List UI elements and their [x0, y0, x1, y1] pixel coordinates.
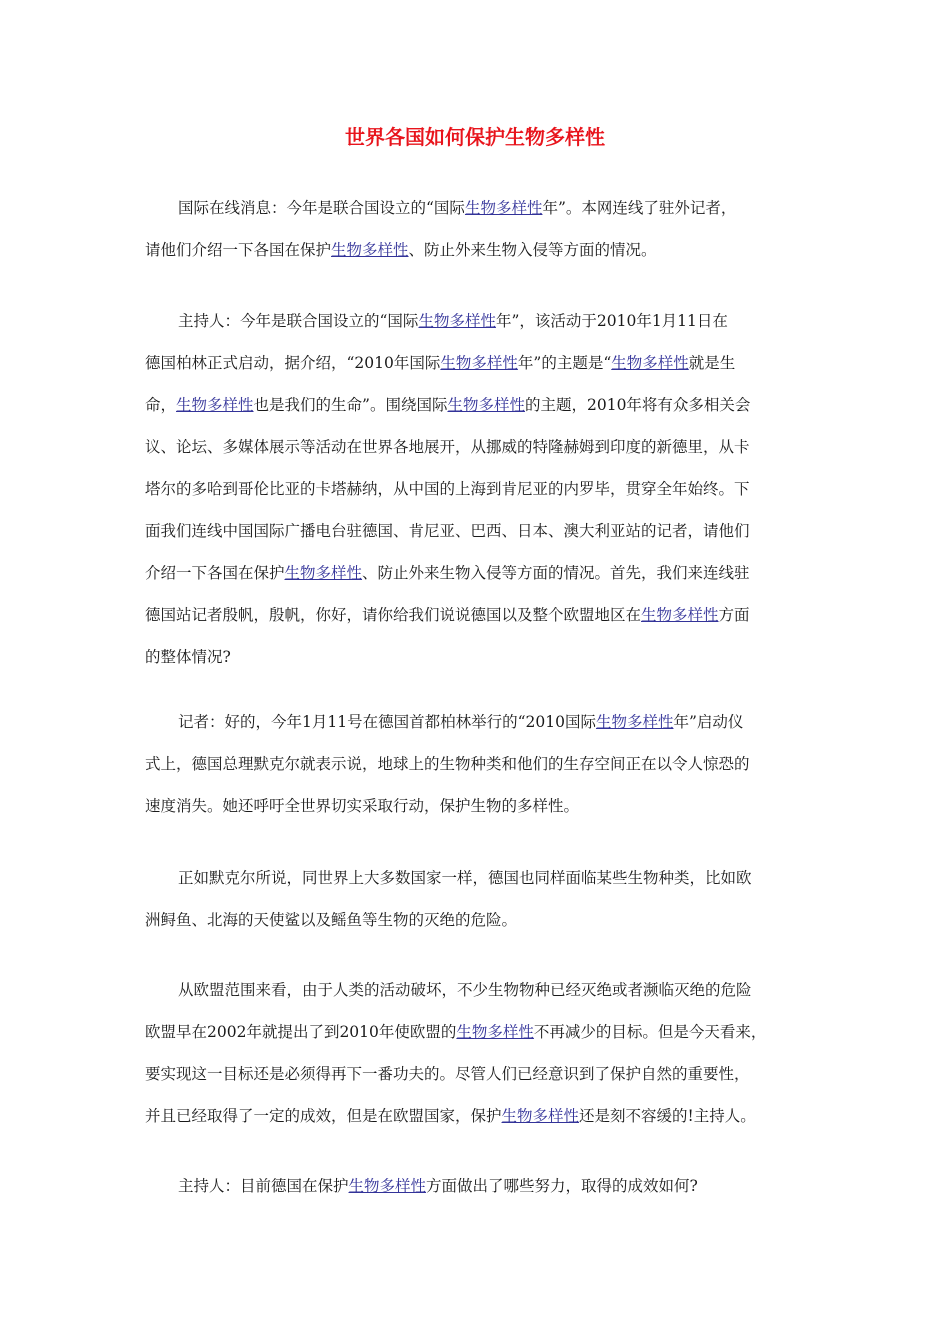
text-segment: 德国站记者殷帆，殷帆，你好，请你给我们说说德国以及整个欧盟地区在 [145, 606, 642, 624]
text-line [145, 1165, 810, 1207]
text-segment: 欧盟早在2002年就提出了到2010年使欧盟的 [145, 1023, 457, 1041]
text-segment: 就是生 [688, 354, 736, 372]
text-segment: 年”，该活动于2010年1月11日在 [495, 312, 728, 330]
text-line [145, 899, 810, 941]
keyword-link[interactable]: 生物多样性 [447, 396, 525, 414]
text-segment: 议、论坛、多媒体展示等活动在世界各地展开，从挪威的特隆赫姆到印度的新德里，从卡 [145, 438, 750, 456]
paragraph-host-1 [145, 300, 810, 678]
text-segment: 洲鲟鱼、北海的天使鲨以及鳐鱼等生物的灭绝的危险。 [145, 911, 518, 929]
text-segment: 方面做出了哪些努力，取得的成效如何? [426, 1177, 698, 1195]
text-segment: 的主题，2010年将有众多相关会 [524, 396, 751, 414]
text-segment: 、防止外来生物入侵等方面的情况。 [408, 241, 657, 259]
text-line [145, 1011, 810, 1053]
text-segment: 正如默克尔所说，同世界上大多数国家一样，德国也同样面临某些生物种类，比如欧 [178, 869, 752, 887]
text-segment: 方面 [718, 606, 750, 624]
text-line [145, 743, 810, 785]
text-segment: 不再减少的目标。但是今天看来， [533, 1023, 767, 1041]
keyword-link[interactable]: 生物多样性 [176, 396, 254, 414]
paragraph-merkel [145, 857, 810, 941]
text-line [145, 468, 810, 510]
text-segment: 要实现这一目标还是必须得再下一番功夫的。尽管人们已经意识到了保护自然的重要性， [145, 1065, 750, 1083]
text-line [145, 636, 810, 678]
text-segment: 从欧盟范围来看，由于人类的活动破坏，不少生物物种已经灭绝或者濒临灭绝的危险 [178, 981, 752, 999]
text-segment: 年”启动仪 [673, 713, 744, 731]
keyword-link[interactable]: 生物多样性 [464, 199, 543, 217]
text-segment: 面我们连线中国国际广播电台驻德国、肯尼亚、巴西、日本、澳大利亚站的记者，请他们 [145, 522, 750, 540]
text-line [145, 969, 810, 1011]
text-segment: 、防止外来生物入侵等方面的情况。首先，我们来连线驻 [362, 564, 750, 582]
paragraph-reporter [145, 701, 810, 827]
text-segment: 国际在线消息：今年是联合国设立的“国际 [178, 199, 465, 217]
text-line [145, 384, 810, 426]
text-segment: 命， [145, 396, 177, 414]
keyword-link[interactable]: 生物多样性 [641, 606, 719, 624]
text-segment: 主持人：今年是联合国设立的“国际 [178, 312, 419, 330]
text-segment: 主持人：目前德国在保护 [178, 1177, 349, 1195]
text-segment: 塔尔的多哈到哥伦比亚的卡塔赫纳，从中国的上海到肯尼亚的内罗毕，贯穿全年始终。下 [145, 480, 750, 498]
text-segment: 年”的主题是“ [517, 354, 612, 372]
paragraph-host-2 [145, 1165, 810, 1207]
text-segment: 速度消失。她还呼吁全世界切实采取行动，保护生物的多样性。 [145, 797, 580, 815]
text-line [145, 510, 810, 552]
text-segment: 年”。本网连线了驻外记者， [542, 199, 737, 217]
text-line [145, 300, 810, 342]
text-line [145, 342, 810, 384]
document-title: 世界各国如何保护生物多样性 [345, 125, 605, 149]
text-line [145, 594, 810, 636]
text-line [145, 1053, 810, 1095]
text-line [145, 1095, 810, 1137]
paragraph-eu [145, 969, 810, 1137]
text-line [145, 229, 810, 271]
text-line [145, 785, 810, 827]
keyword-link[interactable]: 生物多样性 [440, 354, 518, 372]
text-line [145, 857, 810, 899]
keyword-link[interactable]: 生物多样性 [348, 1177, 427, 1195]
text-segment: 还是刻不容缓的!主持人。 [579, 1107, 756, 1125]
text-line [145, 701, 810, 743]
keyword-link[interactable]: 生物多样性 [611, 354, 689, 372]
text-segment: 并且已经取得了一定的成效，但是在欧盟国家，保护 [145, 1107, 502, 1125]
text-segment: 也是我们的生命”。围绕国际 [253, 396, 448, 414]
keyword-link[interactable]: 生物多样性 [418, 312, 496, 330]
text-segment: 式上，德国总理默克尔就表示说，地球上的生物种类和他们的生存空间正在以令人惊恐的 [145, 755, 750, 773]
keyword-link[interactable]: 生物多样性 [595, 713, 674, 731]
text-segment: 的整体情况? [145, 648, 231, 666]
keyword-link[interactable]: 生物多样性 [501, 1107, 580, 1125]
text-segment: 记者：好的，今年1月11号在德国首都柏林举行的“2010国际 [178, 713, 596, 731]
text-segment: 德国柏林正式启动，据介绍，“2010年国际 [145, 354, 441, 372]
text-line [145, 187, 810, 229]
text-segment: 介绍一下各国在保护 [145, 564, 285, 582]
keyword-link[interactable]: 生物多样性 [456, 1023, 534, 1041]
text-line [145, 426, 810, 468]
paragraph-intro [145, 187, 810, 271]
keyword-link[interactable]: 生物多样性 [331, 241, 409, 259]
keyword-link[interactable]: 生物多样性 [284, 564, 363, 582]
text-segment: 请他们介绍一下各国在保护 [145, 241, 332, 259]
text-line [145, 552, 810, 594]
